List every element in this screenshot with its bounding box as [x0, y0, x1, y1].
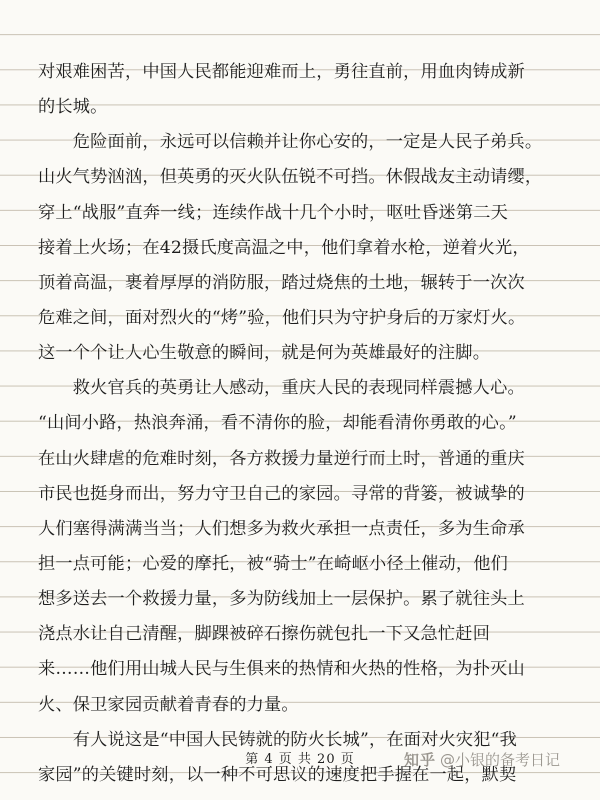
text-line: 想多送去一个救援力量，多为防线加上一层保护。累了就往头上	[38, 589, 525, 610]
text-line: 在山火肆虐的危难时刻，各方救援力量逆行而上时，普通的重庆	[38, 448, 525, 469]
page-footer	[0, 744, 600, 774]
text-line: 担一点可能；心爱的摩托，被“骑士”在崎岖小径上催动，他们	[38, 553, 509, 574]
body-text	[38, 55, 568, 793]
text-line: 救火官兵的英勇让人感动，重庆人民的表现同样震撼人心。	[38, 378, 525, 399]
text-line: 市民也挺身而出，努力守卫自己的家园。寻常的背篓，被诚挚的	[38, 483, 525, 504]
page-number: 第 4 页 共 20 页	[245, 752, 355, 767]
zhihu-logo: 知乎	[404, 750, 437, 769]
text-line: 人们塞得满满当当；人们想多为救火承担一点责任，多为生命承	[38, 518, 525, 539]
text-line: 家园”的关键时刻，以一种不可思议的速度把手握在一起，默契	[38, 764, 517, 785]
text-line: 危难之间，面对烈火的“烤”验，他们只为守护身后的万家灯火。	[38, 307, 526, 328]
text-line: 来……他们用山城人民与生俱来的热情和火热的性格，为扑灭山	[38, 659, 525, 680]
text-line: 危险面前，永远可以信赖并让你心安的，一定是人民子弟兵。	[38, 132, 543, 153]
text-line: 火、保卫家园贡献着青春的力量。	[38, 694, 299, 715]
text-line: 顶着高温，裹着厚厚的消防服，踏过烧焦的土地，辗转于一次次	[38, 272, 525, 293]
watermark	[404, 744, 560, 774]
text-line: 浇点水让自己清醒，脚踝被碎石擦伤就包扎一下又急忙赶回	[38, 624, 491, 645]
text-line: 穿上“战服”直奔一线；连续作战十几个小时，呕吐昏迷第二天	[38, 202, 509, 223]
text-line: “山间小路，热浪奔涌，看不清你的脸，却能看清你勇敢的心。”	[38, 413, 517, 434]
text-line: 这一个个让人心生敬意的瞬间，就是何为英雄最好的注脚。	[38, 343, 491, 364]
text-line: 的长城。	[38, 97, 108, 118]
text-line: 山火气势汹汹，但英勇的灭火队伍锐不可挡。休假战友主动请缨，	[38, 167, 543, 188]
text-line: 对艰难困苦，中国人民都能迎难而上，勇往直前，用血肉铸成新	[38, 62, 525, 82]
text-line: 接着上火场；在42摄氏度高温之中，他们拿着水枪，逆着火光，	[38, 237, 530, 258]
watermark-author: @小银的备考日记	[440, 750, 561, 769]
text-line: 有人说这是“中国人民铸就的防火长城”，在面对火灾犯“我	[38, 729, 518, 750]
